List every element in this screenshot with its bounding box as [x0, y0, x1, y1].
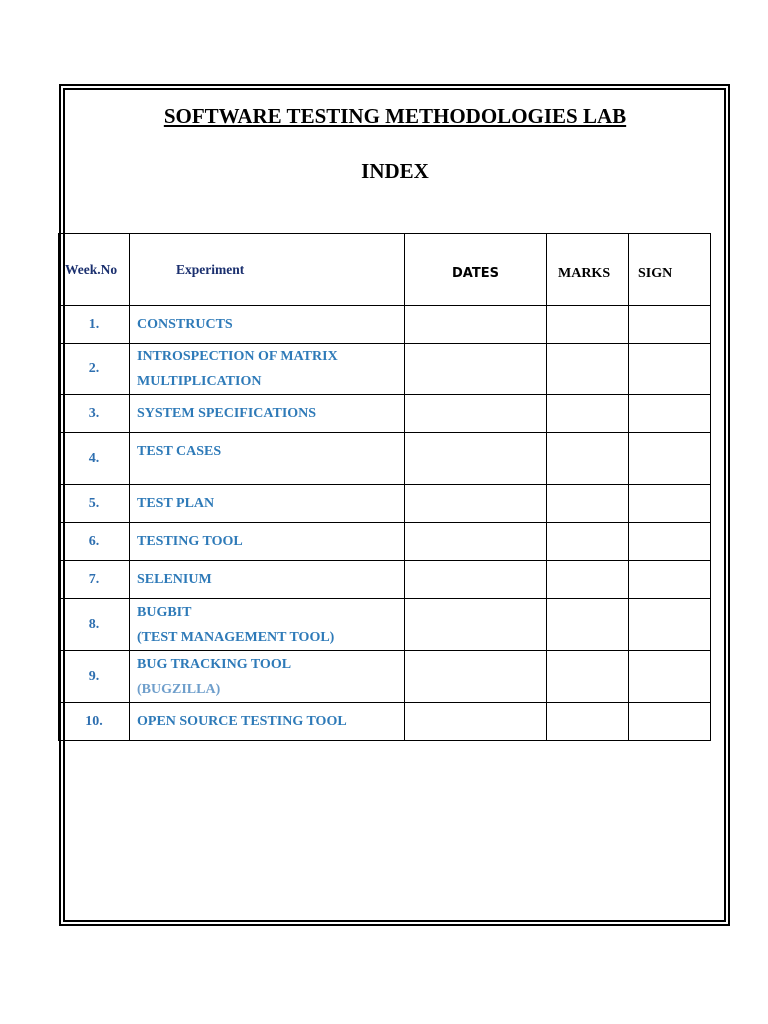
- header-experiment: Experiment: [130, 234, 405, 306]
- experiment-cell: [130, 433, 405, 485]
- marks-cell[interactable]: [547, 395, 629, 433]
- marks-cell[interactable]: [547, 651, 629, 703]
- row-number: 3.: [59, 395, 130, 433]
- sign-cell[interactable]: [629, 523, 711, 561]
- dates-cell[interactable]: [405, 485, 547, 523]
- experiment-name: SYSTEM SPECIFICATIONS: [137, 406, 317, 421]
- sign-cell[interactable]: [629, 561, 711, 599]
- experiment-name: BUGBIT: [137, 604, 192, 620]
- table-row: [59, 561, 711, 599]
- sign-cell[interactable]: [629, 433, 711, 485]
- dates-cell[interactable]: [405, 306, 547, 344]
- marks-cell[interactable]: [547, 344, 629, 395]
- experiment-cell: [130, 651, 405, 703]
- marks-cell[interactable]: [547, 561, 629, 599]
- header-sign: SIGN: [629, 234, 711, 306]
- table-row: [59, 599, 711, 651]
- dates-cell[interactable]: [405, 651, 547, 703]
- header-week: Week.No: [59, 234, 130, 306]
- table-row: [59, 651, 711, 703]
- dates-cell[interactable]: [405, 344, 547, 395]
- experiment-cell: [130, 485, 405, 523]
- table-row: [59, 306, 711, 344]
- experiment-cell: [130, 344, 405, 395]
- experiment-name: CONSTRUCTS: [137, 317, 233, 332]
- sign-cell[interactable]: [629, 703, 711, 741]
- sign-cell[interactable]: [629, 306, 711, 344]
- table-row: [59, 395, 711, 433]
- sign-cell[interactable]: [629, 395, 711, 433]
- experiment-cell: [130, 599, 405, 651]
- row-number: 4.: [59, 433, 130, 485]
- row-number: 2.: [59, 344, 130, 395]
- marks-cell[interactable]: [547, 306, 629, 344]
- experiment-name: INTROSPECTION OF MATRIX: [137, 349, 338, 364]
- table-row: [59, 344, 711, 395]
- experiment-cell: [130, 561, 405, 599]
- experiment-cell: [130, 703, 405, 741]
- experiment-cell: [130, 306, 405, 344]
- dates-cell[interactable]: [405, 523, 547, 561]
- experiment-cell: [130, 523, 405, 561]
- marks-cell[interactable]: [547, 703, 629, 741]
- document-title: SOFTWARE TESTING METHODOLOGIES LAB: [163, 104, 627, 128]
- marks-cell[interactable]: [547, 599, 629, 651]
- experiment-cell: [130, 395, 405, 433]
- row-number: 9.: [59, 651, 130, 703]
- dates-cell[interactable]: [405, 599, 547, 651]
- dates-cell[interactable]: [405, 561, 547, 599]
- table-row: [59, 703, 711, 741]
- dates-cell[interactable]: [405, 703, 547, 741]
- experiment-name: SELENIUM: [137, 572, 212, 587]
- marks-cell[interactable]: [547, 485, 629, 523]
- sign-cell[interactable]: [629, 599, 711, 651]
- row-number: 10.: [59, 703, 130, 741]
- experiment-name: TEST PLAN: [137, 496, 215, 511]
- table-header-row: [59, 234, 711, 306]
- marks-cell[interactable]: [547, 433, 629, 485]
- table-row: [59, 485, 711, 523]
- experiment-name: TESTING TOOL: [137, 534, 243, 549]
- table-row: [59, 433, 711, 485]
- row-number: 7.: [59, 561, 130, 599]
- document-subtitle: INDEX: [361, 159, 429, 183]
- sign-cell[interactable]: [629, 485, 711, 523]
- experiment-name: TEST CASES: [137, 444, 222, 459]
- sign-cell[interactable]: [629, 651, 711, 703]
- index-table: [58, 233, 711, 741]
- experiment-name: OPEN SOURCE TESTING TOOL: [137, 714, 347, 729]
- dates-cell[interactable]: [405, 395, 547, 433]
- row-number: 1.: [59, 306, 130, 344]
- experiment-name: BUG TRACKING TOOL: [137, 656, 292, 672]
- experiment-name-continued: (BUGZILLA): [137, 681, 221, 697]
- experiment-name-continued: MULTIPLICATION: [137, 374, 262, 389]
- table-row: [59, 523, 711, 561]
- experiment-name-continued: (TEST MANAGEMENT TOOL): [137, 629, 335, 645]
- marks-cell[interactable]: [547, 523, 629, 561]
- header-dates: DATES: [405, 234, 547, 306]
- sign-cell[interactable]: [629, 344, 711, 395]
- row-number: 6.: [59, 523, 130, 561]
- dates-cell[interactable]: [405, 433, 547, 485]
- row-number: 8.: [59, 599, 130, 651]
- header-marks: MARKS: [547, 234, 629, 306]
- row-number: 5.: [59, 485, 130, 523]
